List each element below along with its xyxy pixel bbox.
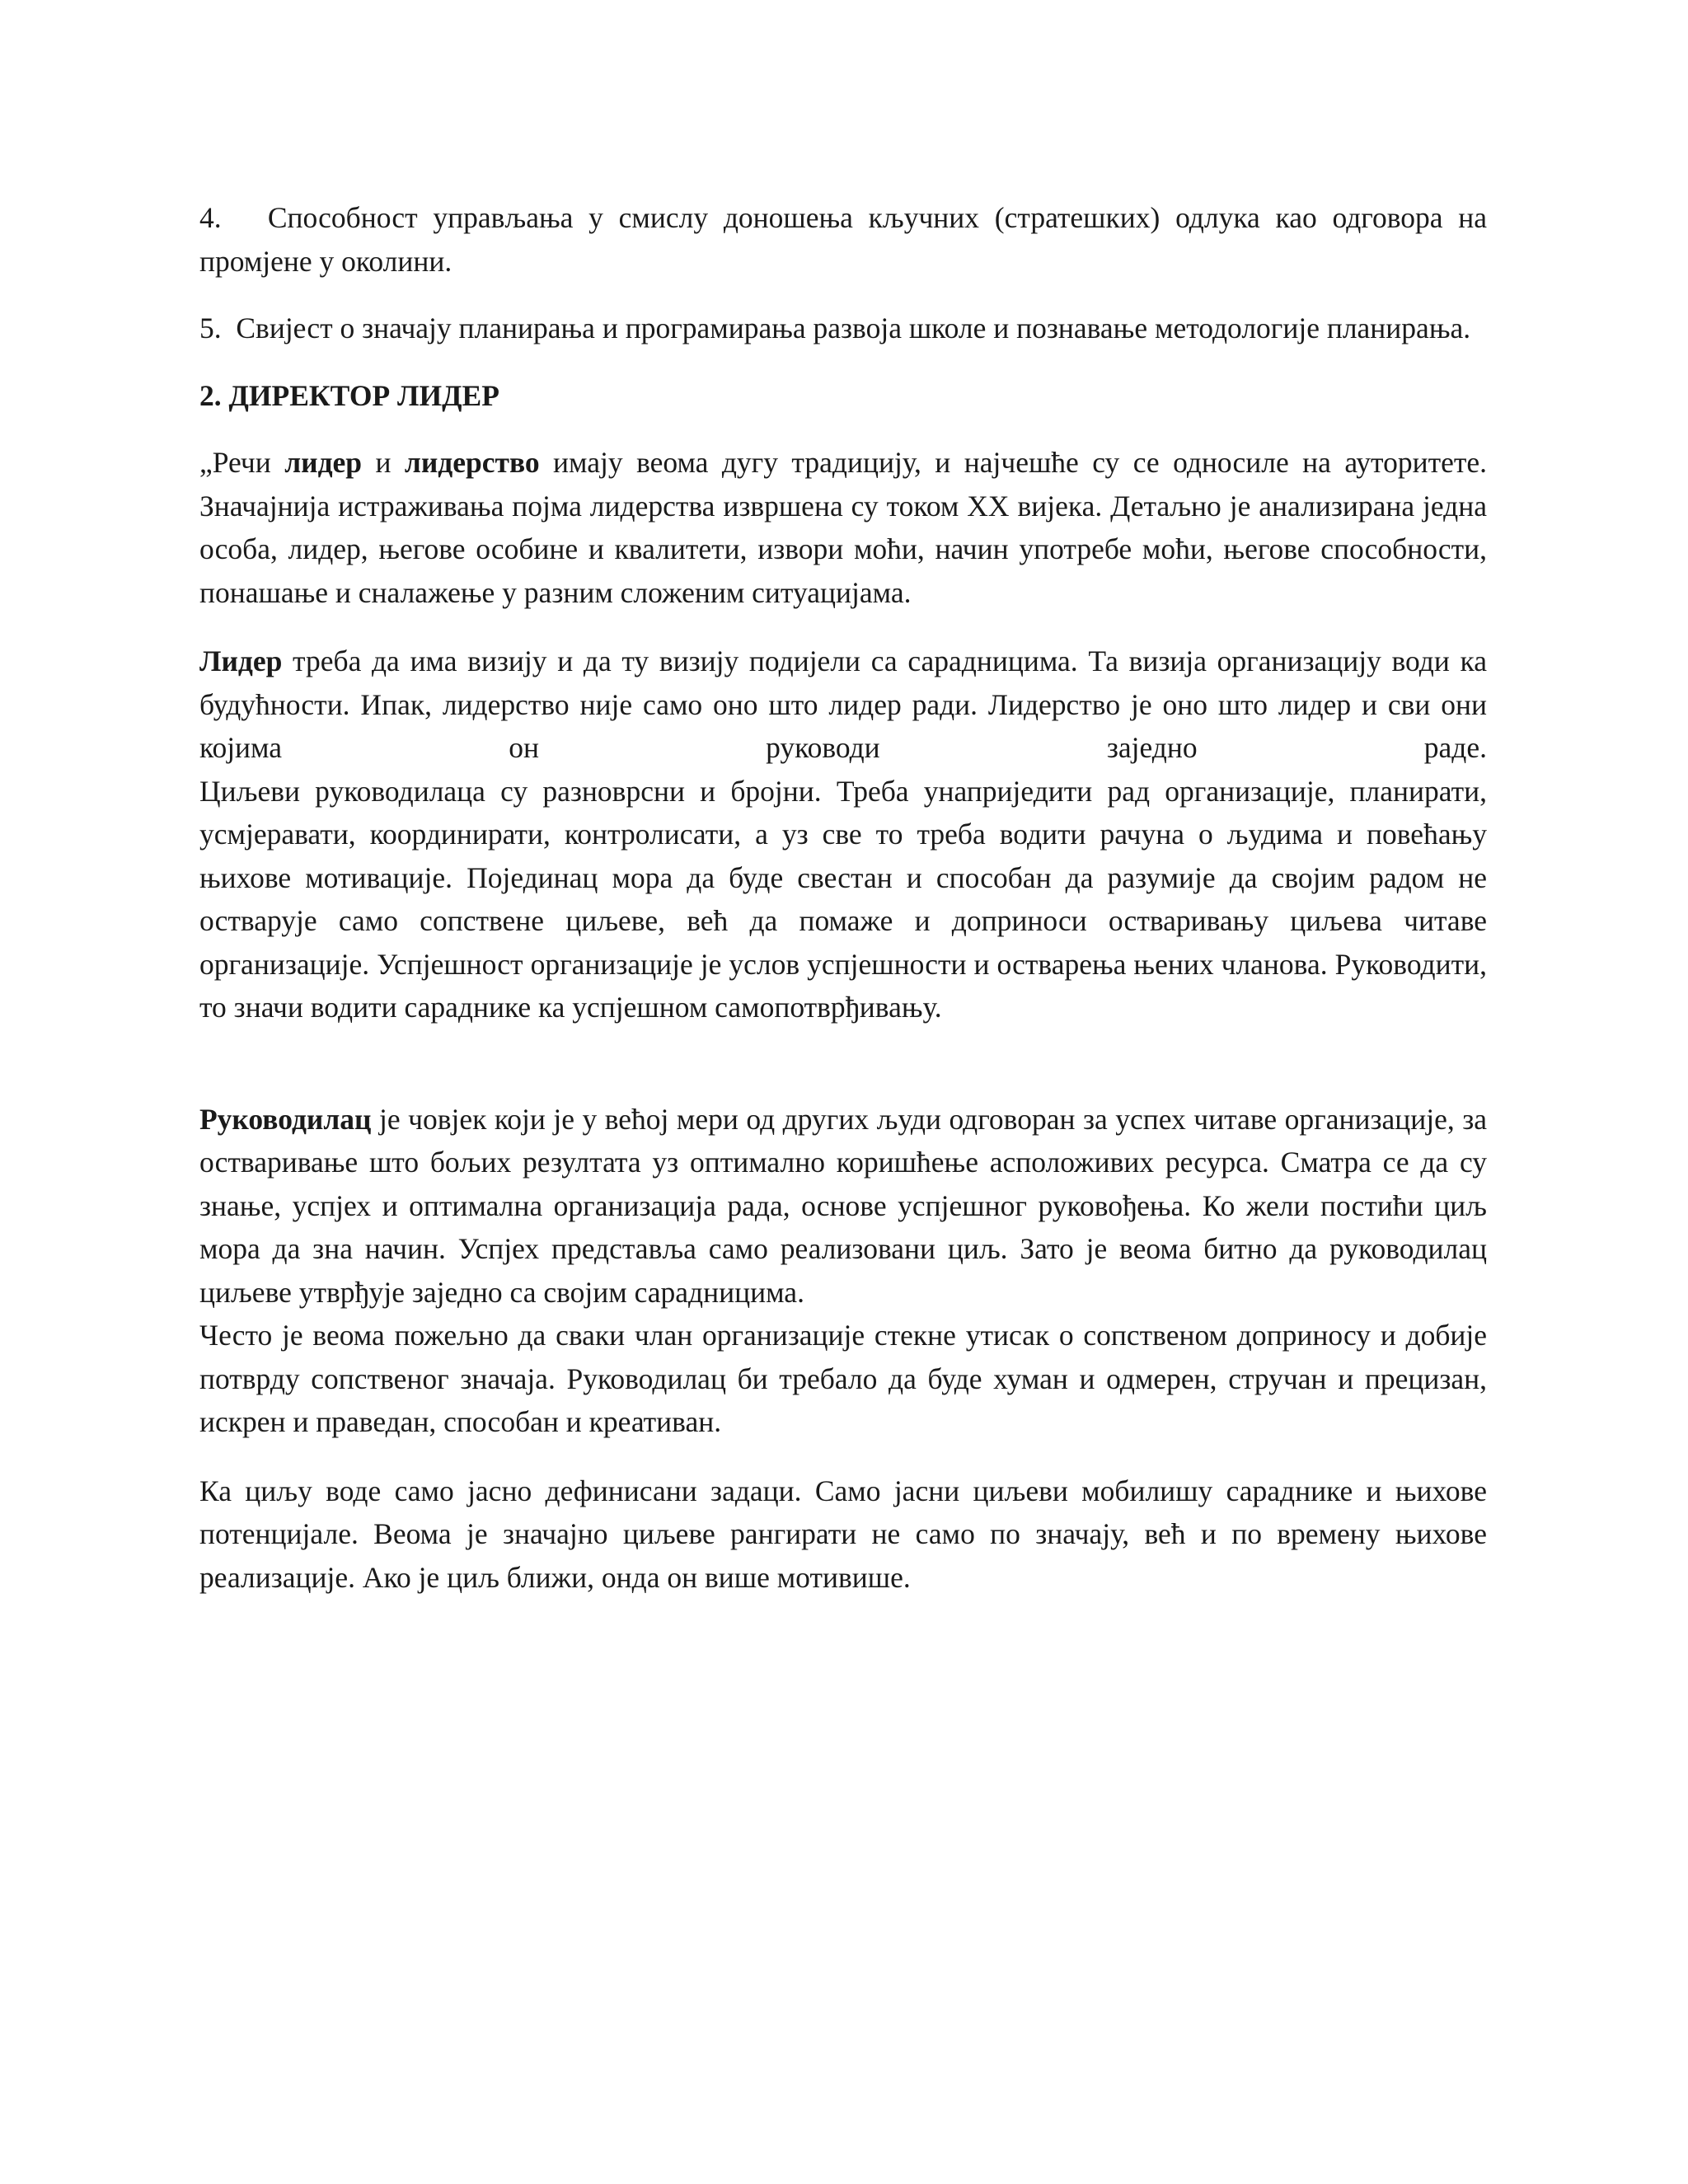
list-item-text: Способност управљања у смислу доношења кључних (стратешких) одлука као одговора на промјене у околини.: [199, 201, 1487, 278]
paragraph-manager: [199, 1098, 1487, 1315]
paragraph-leader: [199, 640, 1487, 1029]
text-run: имају веома дугу традицију, и најчешће су се односиле на ауторитете. Значајнија истраживања појма лидерства извршена су током XX вијека. Детаљно је анализирана једна особа, лидер, његове особине и квалитети, извори моћи, начин употребе моћи, његове способности, понашање и сналажење у разним сложеним ситуацијама.: [199, 446, 1488, 609]
list-item-5: [199, 307, 1487, 350]
text-run: треба да има визију и да ту визију подијели са сарадницима. Та визија организацију води ка будућности. Ипак, лидерство није само оно што лидер ради. Лидерство је оно што лидер и сви они којима он руководи заједно раде.: [199, 644, 1487, 764]
bold-term: лидер: [284, 446, 363, 479]
bold-term: лидерство: [404, 446, 540, 479]
list-item-number: 5.: [199, 312, 222, 344]
list-item-number: 4.: [199, 201, 222, 234]
paragraph-goals: Ка циљу воде само јасно дефинисани задаци. Само јасни циљеви мобилишу сараднике и њихове потенцијале. Веома је значајно циљеве рангирати не само по значају, већ и по времену њихове реализације. Ако је циљ ближи, онда он више мотивише.: [199, 1474, 1487, 1594]
text-run: Циљеви руководилаца су разноврсни и бројни. Треба унаприједити рад организације, планирати, усмјеравати, координирати, контролисати, а уз све то треба водити рачуна о људима и повећању њихове мотивације. Појединац мора да буде свестан и способан да разумије да својим радом не остварује само сопствене циљеве, већ да помаже и доприноси остваривању циљева читаве организације. Успјешност организације је услов успјешности и остварења њених чланова. Руководити, то значи водити сараднике ка успјешном самопотврђивању.: [199, 774, 1487, 1024]
text-run: и: [362, 446, 405, 479]
paragraph-leadership-intro: [199, 441, 1487, 614]
bold-term: Руководилац: [199, 1102, 372, 1136]
list-item-text: Свијест о значају планирања и програмирања развоја школе и познавање методологије планирања.: [236, 312, 1471, 344]
paragraph-manager-continued: Често је веома пожељно да сваки члан организације стекне утисак о сопственом доприносу и добије потврду сопственог значаја. Руководилац би требало да буде хуман и одмерен, стручан и прецизан, искрен и праведан, способан и креативан.: [199, 1319, 1487, 1438]
text-run: је човјек који је у већој мери од других људи одговоран за успех читаве организације, за остваривање што бољих резултата уз оптимално коришћење асположивих ресурса. Сматра се да су знање, успјех и оптимална организација рада, основе успјешног руковођења. Ко жели постићи циљ мора да зна начин. Успјех представља само реализовани циљ. Зато је веома битно да руководилац циљеве утврђује заједно са својим сарадницима.: [199, 1102, 1487, 1309]
document-page: [199, 196, 1487, 1599]
text-run: „Речи: [199, 446, 285, 479]
paragraph-leader-lead: [199, 640, 1487, 770]
list-item-4: [199, 196, 1487, 283]
section-heading: 2. ДИРЕКТОР ЛИДЕР: [199, 378, 499, 412]
bold-term: Лидер: [199, 644, 283, 677]
